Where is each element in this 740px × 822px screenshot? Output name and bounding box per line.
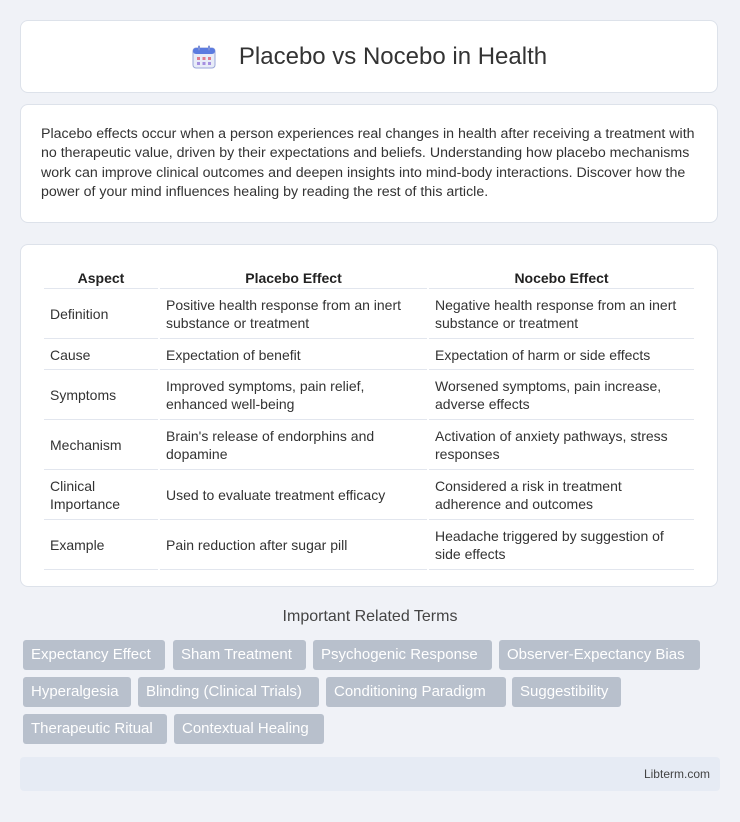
related-term-tag[interactable]: Therapeutic Ritual [23, 714, 167, 744]
row-placebo: Brain's release of endorphins and dopamine [160, 421, 427, 470]
related-term-tag[interactable]: Psychogenic Response [313, 640, 492, 670]
column-header-nocebo: Nocebo Effect [429, 266, 694, 289]
row-nocebo: Considered a risk in treatment adherence and outcomes [429, 471, 694, 520]
row-nocebo: Negative health response from an inert substance or treatment [429, 290, 694, 339]
related-term-tag[interactable]: Observer-Expectancy Bias [499, 640, 700, 670]
row-aspect: Cause [44, 340, 158, 370]
table-row [44, 340, 694, 370]
table-row [44, 290, 694, 339]
related-term-tag[interactable]: Blinding (Clinical Trials) [138, 677, 319, 707]
intro-text: Placebo effects occur when a person experiences real changes in health after receiving a treatment with no therapeutic value, driven by their expectations and beliefs. Understanding how placebo mechanisms work can improve clinical outcomes and deepen insights into mind-body interactions. Discover how the power of your mind influences healing by reading the rest of this article. [41, 126, 695, 201]
row-aspect: Example [44, 521, 158, 570]
row-nocebo: Expectation of harm or side effects [429, 340, 694, 370]
table-row [44, 421, 694, 470]
title-card [20, 20, 718, 93]
related-term-tag[interactable]: Expectancy Effect [23, 640, 165, 670]
row-nocebo: Headache triggered by suggestion of side effects [429, 521, 694, 570]
row-aspect: Clinical Importance [44, 471, 158, 520]
row-placebo: Improved symptoms, pain relief, enhanced well-being [160, 371, 427, 420]
row-placebo: Positive health response from an inert substance or treatment [160, 290, 427, 339]
related-term-tag[interactable]: Suggestibility [512, 677, 621, 707]
row-placebo: Used to evaluate treatment efficacy [160, 471, 427, 520]
related-term-tag[interactable]: Sham Treatment [173, 640, 306, 670]
table-row [44, 371, 694, 420]
comparison-table-card [20, 244, 718, 587]
table-row [44, 521, 694, 570]
column-header-aspect: Aspect [44, 266, 158, 289]
table-header-row [44, 266, 694, 289]
footer-site-link[interactable]: Libterm.com [643, 767, 710, 781]
row-nocebo: Worsened symptoms, pain increase, adverse effects [429, 371, 694, 420]
related-term-tag[interactable]: Hyperalgesia [23, 677, 131, 707]
row-aspect: Definition [44, 290, 158, 339]
related-term-tag[interactable]: Conditioning Paradigm [326, 677, 506, 707]
table-row [44, 471, 694, 520]
related-terms-title: Important Related Terms [282, 608, 458, 625]
row-placebo: Expectation of benefit [160, 340, 427, 370]
row-aspect: Symptoms [44, 371, 158, 420]
row-placebo: Pain reduction after sugar pill [160, 521, 427, 570]
comparison-table [42, 265, 696, 571]
calendar-icon [191, 44, 217, 70]
intro-card [20, 104, 718, 223]
row-aspect: Mechanism [44, 421, 158, 470]
related-term-tag[interactable]: Contextual Healing [174, 714, 324, 744]
row-nocebo: Activation of anxiety pathways, stress responses [429, 421, 694, 470]
column-header-placebo: Placebo Effect [160, 266, 427, 289]
footer [20, 757, 720, 791]
page-title: Placebo vs Nocebo in Health [238, 42, 548, 70]
